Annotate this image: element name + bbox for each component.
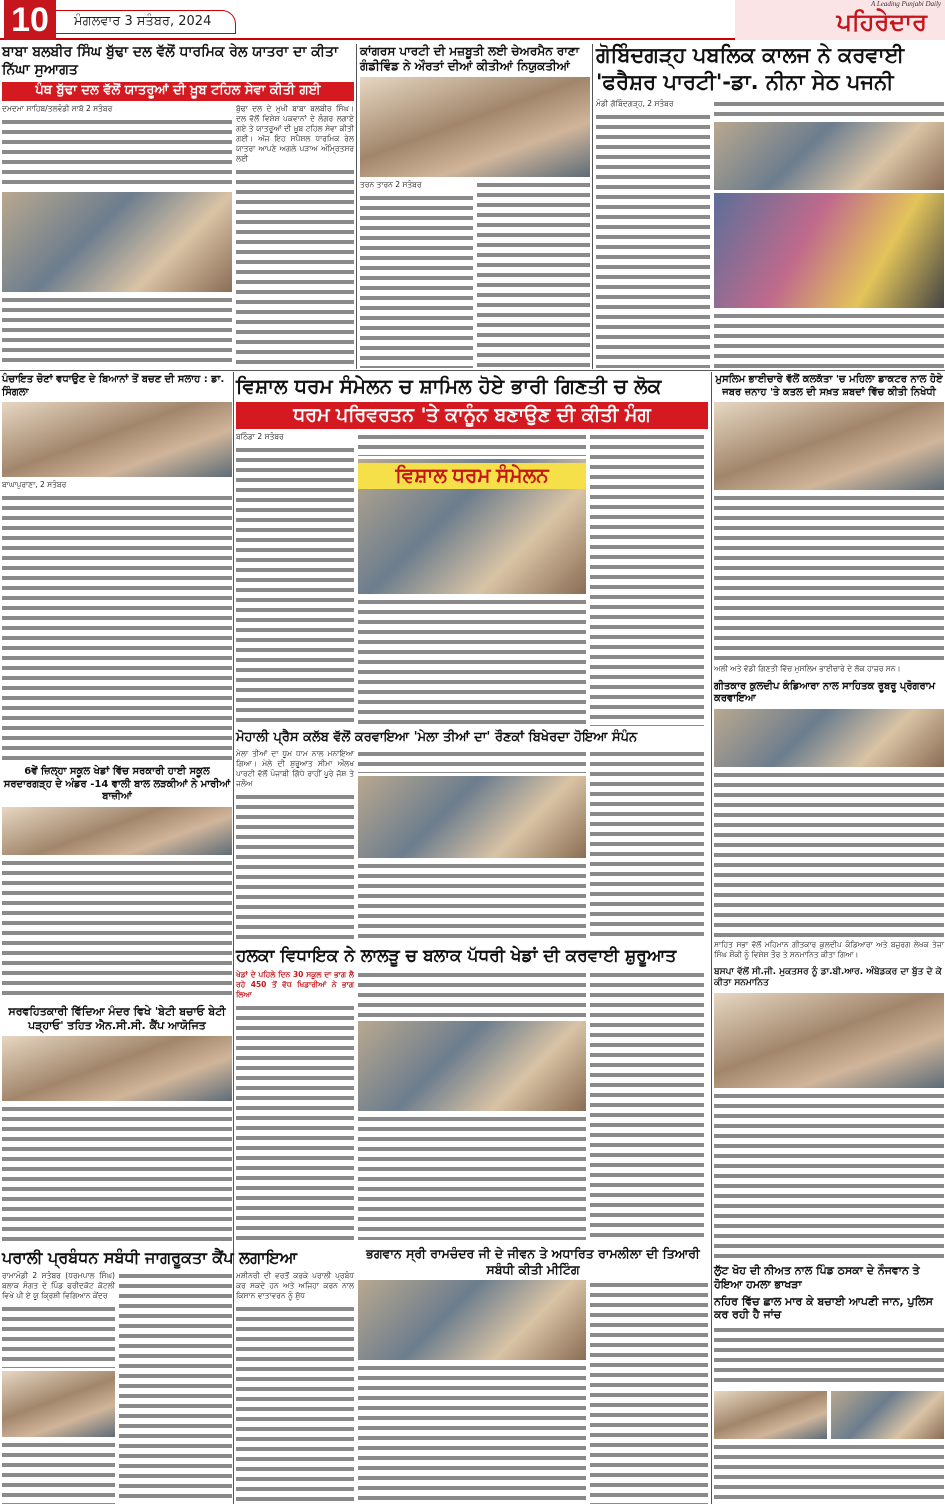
text-block bbox=[236, 445, 354, 726]
photo-ramlila bbox=[358, 1280, 586, 1360]
column-rule bbox=[711, 372, 712, 1504]
subhead-rail: ਪੰਥ ਬੁੱਢਾ ਦਲ ਵੱਲੋਂ ਯਾਤਰੂਆਂ ਦੀ ਖ਼ੂਬ ਟਹਿਲ ਸੇਵਾ ਕੀਤੀ ਗਈ bbox=[2, 82, 354, 101]
text-block bbox=[2, 117, 232, 190]
section-rule bbox=[0, 370, 945, 371]
text-block bbox=[714, 311, 944, 368]
page-number: 10 bbox=[4, 0, 56, 40]
story-singla bbox=[2, 374, 232, 760]
headline-sports: 6ਵੇਂ ਜ਼ਿਲ੍ਹਾ ਸਕੂਲ ਖੇਡਾਂ ਵਿੱਚ ਸਰਕਾਰੀ ਹਾਈ ਸਕੂਲ ਸਰਦਾਰਗੜ੍ਹ ਦੇ ਅੰਡਰ -14 ਵਾਲੀ ਬਾਲ ਲੜਕੀਆਂ ਨੇ ਮਾਰੀਆਂ ਬਾਜ਼ੀਆਂ bbox=[3, 766, 231, 802]
text-block bbox=[714, 1325, 944, 1388]
headline-mohali: ਮੋਹਾਲੀ ਪ੍ਰੈਸ ਕਲੱਬ ਵੱਲੋਂ ਕਰਵਾਇਆ 'ਮੇਲਾ ਤੀਆਂ ਦਾ' ਰੌਣਕਾਂ ਬਿਖੇਰਦਾ ਹੋਇਆ ਸੰਪੰਨ bbox=[236, 730, 638, 745]
parali-body: ਰਾਮਾਮੰਡੀ 2 ਸਤੰਬਰ (ਧਰਮਪਾਲ ਸਿੰਘ) ਬਲਾਕ ਸੰਗਤ ਦੇ ਪਿੰਡ ਫਰੀਦਕੋਟ ਕੋਟਲੀ ਵਿਖੇ ਪੀ ਏ ਯੂ ਕ੍ਰਿਸ਼ੀ ਵਿਗਿਆਨ ਕੇਂਦਰ bbox=[2, 1271, 115, 1300]
text-block bbox=[2, 493, 232, 760]
rail-lede: ਦਮਦਮਾ ਸਾਹਿਬ/ਤਲਵੰਡੀ ਸਾਬੋ 2 ਸਤੰਬਰ bbox=[2, 103, 113, 113]
story-college bbox=[596, 42, 944, 368]
geetkar-body: ਸਾਹਿਤ ਸਭਾ ਵੱਲੋਂ ਮਹਿਮਾਨ ਗੀਤਕਾਰ ਕੁਲਦੀਪ ਕੰਡਿਆਰਾ ਅਤੇ ਬਜ਼ੁਰਗ ਲੇਖਕ ਤੇਜਾ ਸਿੰਘ ਸ਼ੌਕੀ ਨੂੰ ਵਿਸ਼ੇਸ਼ ਤੌਰ ਤੇ ਸਨਮਾਨਿਤ ਕੀਤਾ ਗਿਆ। bbox=[714, 940, 944, 959]
photo-rail bbox=[2, 192, 232, 292]
photo-geetkar bbox=[714, 709, 944, 767]
subhead-attack: ਨਹਿਰ ਵਿੱਚ ਛਾਲ ਮਾਰ ਕੇ ਬਚਾਈ ਆਪਣੀ ਜਾਨ, ਪੁਲਿਸ ਕਰ ਰਹੀ ਹੈ ਜਾਂਚ bbox=[714, 1294, 933, 1322]
story-attack bbox=[714, 1264, 944, 1504]
text-block bbox=[358, 861, 586, 942]
story-congress bbox=[360, 44, 590, 368]
text-block bbox=[590, 1280, 708, 1504]
subhead-dharam: ਧਰਮ ਪਰਿਵਰਤਨ 'ਤੇ ਕਾਨੂੰਨ ਬਣਾਉਣ ਦੀ ਕੀਤੀ ਮੰਗ bbox=[236, 402, 708, 429]
text-block bbox=[360, 193, 473, 368]
text-block bbox=[714, 99, 944, 119]
text-block bbox=[358, 1363, 586, 1504]
photo-parali bbox=[2, 1371, 115, 1437]
headline-congress: ਕਾਂਗਰਸ ਪਾਰਟੀ ਦੀ ਮਜ਼ਬੂਤੀ ਲਈ ਚੇਅਰਮੈਨ ਰਾਣਾ ਗੰਡੀਵਿੰਡ ਨੇ ਔਰਤਾਂ ਦੀਆਂ ਕੀਤੀਆਂ ਨਿਯੁਕਤੀਆਂ bbox=[360, 44, 580, 73]
headline-dharam: ਵਿਸ਼ਾਲ ਧਰਮ ਸੰਮੇਲਨ ਚ ਸ਼ਾਮਿਲ ਹੋਏ ਭਾਰੀ ਗਿਣਤੀ ਚ ਲੋਕ bbox=[236, 374, 662, 398]
singla-lede: ਬਾਘਾਪੁਰਾਣਾ, 2 ਸਤੰਬਰ bbox=[2, 480, 67, 489]
text-block bbox=[590, 432, 704, 726]
headline-parali: ਪਰਾਲੀ ਪ੍ਰਬੰਧਨ ਸਬੰਧੀ ਜਾਗਰੂਕਤਾ ਕੈਂਪ ਲਗਾਇਆ bbox=[2, 1248, 298, 1267]
text-block bbox=[596, 112, 710, 368]
headline-rail: ਬਾਬਾ ਬਲਬੀਰ ਸਿੰਘ ਬੁੱਢਾ ਦਲ ਵੱਲੋਂ ਧਾਰਮਿਕ ਰੇਲ ਯਾਤਰਾ ਦਾ ਕੀਤਾ ਨਿੱਘਾ ਸੁਆਗਤ bbox=[2, 44, 338, 78]
dharam-lede: ਬਠਿੰਡਾ 2 ਸਤੰਬਰ bbox=[236, 431, 284, 441]
headline-attack: ਲੁੱਟ ਖੋਹ ਦੀ ਨੀਅਤ ਨਾਲ ਪਿੰਡ ਠਸਕਾ ਦੇ ਨੌਜਵਾਨ ਤੇ ਹੋਇਆ ਹਮਲਾ ਭਾਖੜਾ bbox=[714, 1264, 920, 1291]
headline-ncc: ਸਰਵਹਿਤਕਾਰੀ ਵਿੱਦਿਆ ਮੰਦਰ ਵਿਖੇ 'ਬੇਟੀ ਬਚਾਓ ਬੇਟੀ ਪੜ੍ਹਾਓ' ਤਹਿਤ ਐਨ.ਸੀ.ਸੀ. ਕੈਂਪ ਆਯੋਜਿਤ bbox=[8, 1005, 226, 1032]
college-lede: ਮੰਡੀ ਗੋਬਿੰਦਗੜ੍ਹ, 2 ਸਤੰਬਰ bbox=[596, 99, 674, 108]
photo-singla bbox=[2, 402, 232, 477]
logo-text: ਪਹਿਰੇਦਾਰ bbox=[836, 9, 927, 36]
issue-date: ਮੰਗਲਵਾਰ 3 ਸਤੰਬਰ, 2024 bbox=[56, 10, 236, 34]
text-block bbox=[714, 493, 944, 661]
headline-ramlila: ਭਗਵਾਨ ਸ੍ਰੀ ਰਾਮਚੰਦਰ ਜੀ ਦੇ ਜੀਵਨ ਤੇ ਅਧਾਰਿਤ ਰਾਮਲੀਲਾ ਦੀ ਤਿਆਰੀ ਸਬੰਧੀ ਕੀਤੀ ਮੀਟਿੰਗ bbox=[366, 1246, 700, 1277]
parali-body-2: ਮਸ਼ੀਨਰੀ ਦੀ ਵਰਤੋਂ ਕਰਕੇ ਪਰਾਲੀ ਪ੍ਰਬੰਧ ਕਰ ਸਕਦੇ ਹਨ ਅਤੇ ਅਜਿਹਾ ਕਰਨ ਨਾਲ ਕਿਸਾਨ ਵਾਤਾਵਰਨ ਨੂੰ ਸ਼ੁੱਧ bbox=[236, 1271, 354, 1300]
story-right-column bbox=[714, 374, 944, 1258]
photo-banner-text: ਵਿਸ਼ਾਲ ਧਰਮ ਸੰਮੇਲਨ bbox=[358, 463, 586, 489]
photo-college-1 bbox=[714, 122, 944, 190]
headline-muslim: ਮੁਸਲਿਮ ਭਾਈਚਾਰੇ ਵੱਲੋਂ ਕਲਕੱਤਾ 'ਚ ਮਹਿਲਾ ਡਾਕਟਰ ਨਾਲ ਹੋਏ ਜਬਰ ਜ਼ਨਾਹ 'ਤੇ ਕਤਲ ਦੀ ਸਖ਼ਤ ਸ਼ਬਦਾਂ ਵਿੱਚ ਕੀਤੀ ਨਿਖੇਧੀ bbox=[715, 374, 943, 398]
story-dharam bbox=[236, 374, 708, 726]
column-rule bbox=[356, 44, 357, 369]
text-block bbox=[714, 1442, 944, 1505]
text-block bbox=[358, 597, 586, 726]
photo-attack-1 bbox=[714, 1391, 827, 1439]
column-rule bbox=[592, 44, 593, 369]
photo-ambedkar bbox=[714, 993, 944, 1088]
text-block bbox=[236, 1003, 354, 1240]
rail-body: ਬੁੱਢਾ ਦਲ ਦੇ ਮੁਖੀ ਬਾਬਾ ਬਲਬੀਰ ਸਿੰਘ। ਦਲ ਵੱਲੋਂ ਵਿਸ਼ੇਸ਼ ਪਕਵਾਨਾਂ ਦੇ ਲੰਗਰ ਲਗਾਏ ਗਏ ਤੇ ਯਾਤਰੂਆਂ ਦੀ ਖ਼ੂਬ ਟਹਿਲ ਸੇਵਾ ਕੀਤੀ ਗਈ। ਅੱਜ ਇਹ ਸਪੈਸ਼ਲ ਧਾਰਮਿਕ ਰੇਲ ਯਾਤਰਾ ਆਪਣੇ ਅਗਲੇ ਪੜਾਅ ਅੰਮ੍ਰਿਤਸਰ ਲਈ bbox=[236, 103, 354, 163]
text-block bbox=[477, 180, 590, 368]
text-block bbox=[358, 970, 586, 1018]
text-block bbox=[119, 1271, 232, 1504]
story-rail bbox=[2, 44, 354, 368]
text-block bbox=[358, 749, 586, 773]
story-parali bbox=[2, 1248, 354, 1504]
photo-attack-2 bbox=[831, 1391, 944, 1439]
text-block bbox=[2, 1104, 232, 1245]
photo-ncc bbox=[2, 1036, 232, 1101]
text-block bbox=[590, 970, 704, 1240]
photo-muslim bbox=[714, 402, 944, 490]
story-sports-ncc bbox=[2, 766, 232, 1244]
text-block bbox=[236, 792, 354, 942]
text-block bbox=[236, 167, 354, 368]
text-block bbox=[2, 1304, 115, 1368]
lalru-intro: ਖੇਡਾਂ ਦੇ ਪਹਿਲੇ ਦਿਨ 30 ਸਕੂਲ ਦਾ ਭਾਗ ਲੈ ਰਹੇ 450 ਤੋਂ ਵੱਧ ਖਿਡਾਰੀਆਂ ਨੇ ਭਾਗ ਲਿਆ bbox=[236, 970, 354, 1000]
photo-lalru bbox=[358, 1021, 586, 1111]
text-block bbox=[358, 432, 586, 456]
text-block bbox=[714, 770, 944, 938]
text-block bbox=[358, 1114, 586, 1240]
text-block bbox=[236, 1304, 354, 1504]
story-lalru bbox=[236, 946, 708, 1240]
headline-college: ਗੋਬਿੰਦਗੜ੍ਹ ਪਬਲਿਕ ਕਾਲਜ ਨੇ ਕਰਵਾਈ 'ਫਰੈਸ਼ਰ ਪਾਰਟੀ'-ਡਾ. ਨੀਨਾ ਸੇਠ ਪਜਨੀ bbox=[596, 43, 905, 94]
photo-dharam bbox=[358, 459, 586, 594]
photo-congress bbox=[360, 77, 590, 177]
photo-sports bbox=[2, 807, 232, 855]
congress-lede: ਤਰਨ ਤਾਰਨ 2 ਸਤੰਬਰ bbox=[360, 180, 422, 189]
photo-college-stage bbox=[714, 193, 944, 308]
headline-lalru: ਹਲਕਾ ਵਿਧਾਇਕ ਨੇ ਲਾਲੜੂ ਚ ਬਲਾਕ ਪੱਧਰੀ ਖੇਡਾਂ ਦੀ ਕਰਵਾਈ ਸ਼ੁਰੂਆਤ bbox=[236, 946, 677, 966]
headline-ambedkar: ਬਸਪਾ ਵੱਲੋਂ ਸੀ.ਜੀ. ਮੁਕਤਸਰ ਨੂੰ ਡਾ.ਬੀ.ਆਰ. ਅੰਬੇਡਕਰ ਦਾ ਬੁੱਤ ਦੇ ਕੇ ਕੀਤਾ ਸਨਮਾਨਿਤ bbox=[714, 967, 942, 989]
newspaper-logo bbox=[735, 0, 945, 40]
text-block bbox=[2, 1440, 115, 1504]
text-block bbox=[2, 858, 232, 999]
mohali-body: ਮੇਲਾ ਤੀਆਂ ਦਾ ਧੂਮ ਧਾਮ ਨਾਲ ਮਨਾਇਆ ਗਿਆ। ਮੇਲੇ ਦੀ ਸ਼ੁਰੂਆਤ ਸੀਮਾ ਔਲਖ ਪਾਰਟੀ ਵੱਲੋਂ ਪੰਜਾਬੀ ਗਿੱਧੇ ਰਾਹੀਂ ਪੂਰੇ ਜੋਸ਼ ਤੇ ਜਲੌਅ bbox=[236, 749, 354, 789]
text-block bbox=[714, 1091, 944, 1259]
headline-geetkar: ਗੀਤਕਾਰ ਕੁਲਦੀਪ ਕੰਡਿਆਰਾ ਨਾਲ ਸਾਹਿਤਕ ਰੂਬਰੂ ਪ੍ਰੋਗਰਾਮ ਕਰਵਾਇਆ bbox=[714, 680, 936, 704]
story-ramlila bbox=[358, 1246, 708, 1504]
logo-tagline: A Leading Punjabi Daily bbox=[870, 0, 941, 8]
muslim-closing: ਅਲੀ ਅਤੇ ਵੱਡੀ ਗਿਣਤੀ ਵਿੱਚ ਮੁਸਲਿਮ ਭਾਈਚਾਰੇ ਦੇ ਲੋਕ ਹਾਜ਼ਰ ਸਨ। bbox=[714, 663, 901, 673]
headline-singla: ਪੰਚਾਇਤ ਚੋਣਾਂ ਵਧਾਉਣ ਦੇ ਬਿਆਨਾਂ ਤੋਂ ਬਚਣ ਦੀ ਸਲਾਹ : ਡਾ. ਸਿੰਗਲਾ bbox=[2, 374, 225, 398]
text-block bbox=[2, 295, 232, 368]
text-block bbox=[590, 749, 704, 942]
photo-mohali bbox=[358, 776, 586, 858]
story-mohali bbox=[236, 730, 708, 942]
